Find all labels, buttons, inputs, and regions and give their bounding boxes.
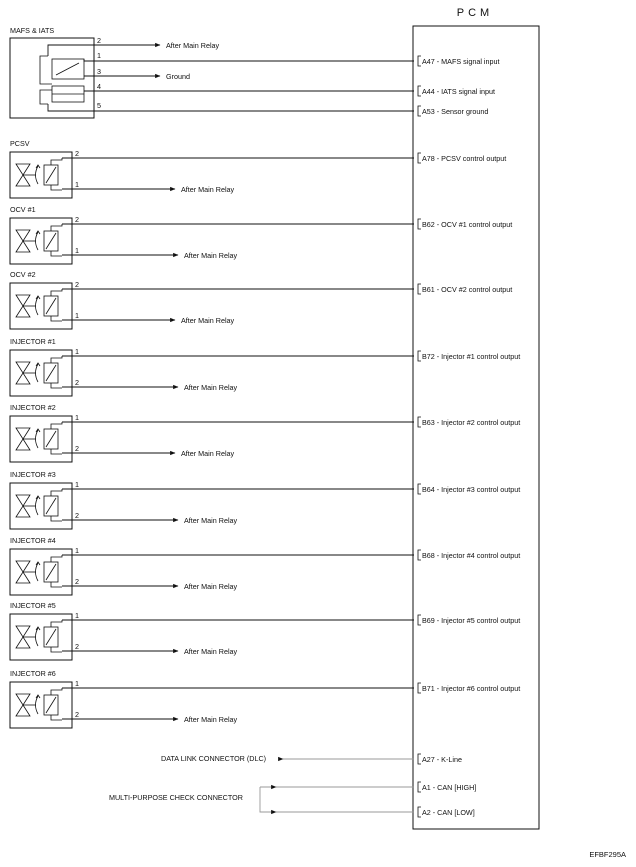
- valve-3: [10, 270, 512, 329]
- valve-relay-label: After Main Relay: [181, 185, 235, 194]
- solenoid-arc-icon: [36, 297, 39, 315]
- pcm-terminal-bracket: [418, 550, 421, 560]
- valve-pcm-pin-num: 1: [75, 347, 79, 356]
- valve-relay-label: After Main Relay: [184, 516, 238, 525]
- valve-box: [10, 283, 72, 329]
- pcm-terminal-a2: A2 - CAN [LOW]: [422, 808, 475, 817]
- mafs-pin-4-num: 4: [97, 82, 101, 91]
- pcm-box: [413, 26, 539, 829]
- pcm-terminal-label: B68 - Injector #4 control output: [422, 551, 521, 560]
- mpc-label: MULTI-PURPOSE CHECK CONNECTOR: [109, 793, 243, 802]
- mafs-label: MAFS & IATS: [10, 26, 55, 35]
- iats-element-bracket: [40, 90, 52, 104]
- valve-2: [10, 205, 512, 264]
- valve-box: [10, 614, 72, 660]
- pcm-bracket-a53: [418, 106, 421, 116]
- mafs-pin-2-dest: After Main Relay: [166, 41, 220, 50]
- multi-purpose-check-connector: [109, 782, 476, 817]
- mafs-pin-3-dest: Ground: [166, 72, 190, 81]
- pcm-terminal-bracket: [418, 615, 421, 625]
- valve-pcm-pin-num: 2: [75, 215, 79, 224]
- valve-5: [10, 403, 520, 462]
- mafs-element-bracket: [40, 56, 52, 84]
- pcm-terminal-label: B72 - Injector #1 control output: [422, 352, 521, 361]
- pcm-terminal-a1: A1 - CAN [HIGH]: [422, 783, 477, 792]
- valve-6: [10, 470, 520, 529]
- valve-relay-pin-num: 2: [75, 378, 79, 387]
- valve-label: PCSV: [10, 139, 30, 148]
- pcm-terminal-label: B64 - Injector #3 control output: [422, 485, 521, 494]
- valve-box: [10, 483, 72, 529]
- mafs-pin-1-num: 1: [97, 51, 101, 60]
- valve-relay-pin-num: 1: [75, 180, 79, 189]
- valve-label: OCV #1: [10, 205, 36, 214]
- valve-pcm-pin-num: 2: [75, 149, 79, 158]
- pcm-terminal-a27: A27 - K-Line: [422, 755, 462, 764]
- mafs-hotwire-diagonal: [56, 63, 79, 75]
- mpc-bracket: [260, 787, 272, 812]
- pcm-bracket-a47: [418, 56, 421, 66]
- valve-9: [10, 669, 520, 728]
- valve-box: [10, 416, 72, 462]
- valve-relay-pin-num: 2: [75, 642, 79, 651]
- pcm-terminal-bracket: [418, 417, 421, 427]
- solenoid-coil-diagonal: [46, 564, 56, 580]
- valve-pcm-pin-num: 1: [75, 413, 79, 422]
- valve-box: [10, 350, 72, 396]
- mafs-pin-2-num: 2: [97, 36, 101, 45]
- pcm-terminal-label: B62 - OCV #1 control output: [422, 220, 513, 229]
- solenoid-coil-diagonal: [46, 233, 56, 249]
- valve-group: [10, 139, 520, 728]
- valve-label: INJECTOR #3: [10, 470, 56, 479]
- valve-relay-pin-num: 1: [75, 246, 79, 255]
- solenoid-coil-diagonal: [46, 629, 56, 645]
- valve-relay-pin-num: 2: [75, 444, 79, 453]
- solenoid-arc-icon: [36, 430, 39, 448]
- valve-7: [10, 536, 520, 595]
- pcm-terminal-a44: A44 - IATS signal input: [422, 87, 495, 96]
- valve-relay-label: After Main Relay: [184, 383, 238, 392]
- pcm-terminal-bracket: [418, 219, 421, 229]
- solenoid-coil-diagonal: [46, 365, 56, 381]
- valve-box: [10, 218, 72, 264]
- valve-pcm-pin-num: 2: [75, 280, 79, 289]
- pcm-terminal-label: A78 - PCSV control output: [422, 154, 507, 163]
- valve-pcm-pin-num: 1: [75, 480, 79, 489]
- valve-label: INJECTOR #6: [10, 669, 56, 678]
- valve-relay-pin-num: 1: [75, 311, 79, 320]
- dlc-label: DATA LINK CONNECTOR (DLC): [161, 754, 267, 763]
- valve-pcm-pin-num: 1: [75, 546, 79, 555]
- solenoid-coil-diagonal: [46, 167, 56, 183]
- valve-relay-label: After Main Relay: [184, 647, 238, 656]
- valve-relay-pin-num: 2: [75, 511, 79, 520]
- valve-label: OCV #2: [10, 270, 36, 279]
- mafs-pin-3-num: 3: [97, 67, 101, 76]
- pcm-bracket-a27: [418, 754, 421, 764]
- mafs-pin-1-wire: [84, 59, 414, 61]
- pcm-terminal-bracket: [418, 284, 421, 294]
- pcm-terminal-bracket: [418, 351, 421, 361]
- valve-relay-pin-num: 2: [75, 710, 79, 719]
- dlc-connector: [161, 754, 462, 764]
- pcm-terminal-a47: A47 - MAFS signal input: [422, 57, 500, 66]
- mafs-pin-5-num: 5: [97, 101, 101, 110]
- valve-box: [10, 682, 72, 728]
- pcm-title: PCM: [456, 7, 494, 19]
- valve-relay-pin-num: 2: [75, 577, 79, 586]
- valve-1: [10, 139, 506, 198]
- valve-box: [10, 549, 72, 595]
- pcm-terminal-bracket: [418, 153, 421, 163]
- valve-4: [10, 337, 520, 396]
- pcm-terminal-label: B61 - OCV #2 control output: [422, 285, 513, 294]
- mafs-pin-5-wire: [48, 104, 414, 111]
- valve-relay-label: After Main Relay: [181, 316, 235, 325]
- valve-relay-label: After Main Relay: [184, 251, 238, 260]
- solenoid-coil-diagonal: [46, 498, 56, 514]
- solenoid-arc-icon: [36, 563, 39, 581]
- pcm-bracket-a2: [418, 807, 421, 817]
- pcm-bracket-a1: [418, 782, 421, 792]
- mafs-iats-sensor: [10, 26, 500, 118]
- valve-relay-label: After Main Relay: [181, 449, 235, 458]
- valve-label: INJECTOR #2: [10, 403, 56, 412]
- pcm-terminal-bracket: [418, 484, 421, 494]
- pcm-bracket-a44: [418, 86, 421, 96]
- solenoid-coil-diagonal: [46, 431, 56, 447]
- solenoid-arc-icon: [36, 364, 39, 382]
- figure-code: EFBF295A: [589, 850, 626, 859]
- pcm-terminal-label: B69 - Injector #5 control output: [422, 616, 521, 625]
- solenoid-arc-icon: [36, 497, 39, 515]
- pcm-terminal-a53: A53 - Sensor ground: [422, 107, 489, 116]
- valve-label: INJECTOR #5: [10, 601, 56, 610]
- mafs-pin-2-wire: [48, 45, 160, 56]
- solenoid-coil-diagonal: [46, 697, 56, 713]
- solenoid-coil-diagonal: [46, 298, 56, 314]
- valve-pcm-pin-num: 1: [75, 679, 79, 688]
- solenoid-arc-icon: [36, 232, 39, 250]
- valve-label: INJECTOR #1: [10, 337, 56, 346]
- pcm-terminal-label: B63 - Injector #2 control output: [422, 418, 521, 427]
- valve-8: [10, 601, 520, 660]
- solenoid-arc-icon: [36, 166, 39, 184]
- pcm-terminal-bracket: [418, 683, 421, 693]
- pcm-terminal-label: B71 - Injector #6 control output: [422, 684, 521, 693]
- valve-box: [10, 152, 72, 198]
- valve-label: INJECTOR #4: [10, 536, 56, 545]
- valve-relay-label: After Main Relay: [184, 715, 238, 724]
- solenoid-arc-icon: [36, 628, 39, 646]
- valve-relay-label: After Main Relay: [184, 582, 238, 591]
- valve-pcm-pin-num: 1: [75, 611, 79, 620]
- solenoid-arc-icon: [36, 696, 39, 714]
